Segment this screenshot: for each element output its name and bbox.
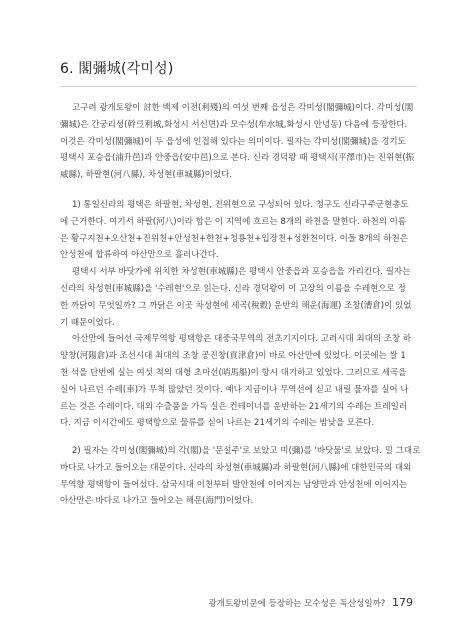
- text-line: 평택시 서부 바닷가에 위치한 차성현(車城縣)은 평택시 안중읍과 포승읍을 가리킨다. 필자는: [72, 267, 411, 278]
- text-line: 아산만에 들어선 국제무역항 평택항은 대중국무역의 전초기지이다. 고려시대 최대의 조창 하: [72, 334, 412, 345]
- text-line: 바다로 나가고 들어오는 대문이다. 신라의 차성현(車城縣)과 하팔현(河八縣)에 대한민국의 대외: [60, 462, 412, 473]
- text-line: 威縣), 하팔현(河八縣), 차성현(車城縣)이었다.: [60, 170, 232, 181]
- text-line: 신라의 차성현(車城縣)을 '수레현'으로 읽는다. 신라 경덕왕이 이 고장의 이름을 수레현으로 정: [60, 283, 406, 294]
- body-text-note-2: [60, 443, 420, 519]
- text-line: 한 까닭이 무엇일까? 그 까닭은 이곳 차성현에 세곡(稅穀) 운반의 해운(海運) 조창(漕倉)이 있었: [60, 300, 412, 311]
- paragraph-note-1: [60, 197, 420, 432]
- text-line: 2) 필자는 각미성(閣彌城)의 각(閣)을 '문설주'로 보았고 미(彌)를 '바닷물'로 보았다. 밀 그대로: [72, 446, 421, 456]
- paragraph-note-2: [60, 443, 420, 510]
- text-line: 다. 지금 이시간에도 평택항으로 물류를 싣어 나르는 21세기의 수레는 밤낮을 모른다.: [60, 418, 375, 429]
- text-line: 1) 통일신라의 평택은 하팔현, 차성현, 진위현으로 구성되어 있다. 청구도 신라구주군현총도: [72, 200, 409, 210]
- text-line: 아산만은 바다로 나가고 들어오는 해문(海門)이었다.: [60, 496, 254, 507]
- text-line: 기 때문이었다.: [60, 317, 115, 328]
- page-footer: [208, 596, 413, 609]
- text-line: 르는 것은 수레이다. 대외 수출품을 가득 실은 컨테이너를 운반하는 21세기의 수레는 트레일러: [60, 401, 408, 412]
- body-text: [60, 100, 420, 193]
- paragraph-intro: [60, 100, 420, 184]
- text-line: 고구려 광개토왕이 討한 백제 이전(利殘)의 여섯 번째 읍성은 각미성(閣彌城)이다. 각미성(閣: [72, 103, 414, 113]
- body-text-note-1: [60, 197, 420, 441]
- text-line: 안성천에 합류하여 아산만으로 흘러나간다.: [60, 250, 219, 261]
- text-line: 이것은 각미성(閣彌城)이 두 읍성에 인접해 있다는 의미이다. 필자는 각미성(閣彌城)을 경기도: [60, 136, 406, 147]
- text-line: 무역항 평택항이 들어섰다. 삼국시대 이천부터 발안천에 이어지는 남양만과 안성천에 이어지는: [60, 479, 408, 490]
- text-line: 은 황구지천+오산천+진위천+안성천+한천+청룡천+입장천+성환천이다. 이들 8개의 하천은: [60, 233, 408, 244]
- page-number: 179: [392, 596, 413, 609]
- section-heading: 6. 閣彌城(각미성): [60, 61, 174, 77]
- text-line: 실어 나르던 수레(車)가 무척 많았던 것이다. 예나 지금이나 무역선에 싣고 내릴 물자를 실어 나: [60, 384, 409, 395]
- text-line: 천 석을 단번에 실는 여섯 척의 대형 초마선(哨馬船)이 항시 대기하고 있었다. 그러므로 세곡을: [60, 367, 407, 378]
- text-line: 평택시 포승읍(浦升邑)과 안중읍(安中邑)으로 본다. 신라 경덕왕 때 평택시(平澤市)는 진위현(振: [60, 153, 415, 164]
- running-title: 광개토왕비문에 등장하는 모수성은 독산성일까?: [208, 599, 386, 609]
- heading-divider: [60, 86, 417, 87]
- text-line: 양창(河陽倉)과 조선시대 최대의 조창 공진창(貢津倉)이 바로 아산만에 있었다. 이곳에는 쌀 1: [60, 351, 406, 362]
- text-line: 에 근거한다. 여기서 하팔(河八)이라 함은 이 지역에 흐르는 8개의 하천을 말한다. 하천의 이름: [60, 216, 407, 227]
- text-line: 彌城)은 간궁리성(幹弖利城,화성시 서신면)과 모수성(牟水城,화성시 안녕동) 다음에 등장한다.: [60, 119, 408, 130]
